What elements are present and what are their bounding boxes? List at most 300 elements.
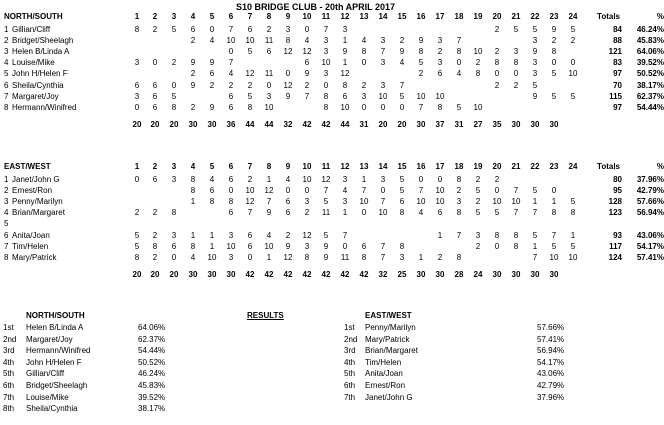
score-cell: 11 xyxy=(264,36,274,46)
score-cell: 5 xyxy=(570,241,576,251)
score-cell: 7 xyxy=(247,208,253,218)
score-cell: 1 xyxy=(551,197,557,207)
column-total: 20 xyxy=(169,269,179,279)
score-cell: 8 xyxy=(570,208,576,218)
score-cell: 0 xyxy=(228,47,234,57)
pair-percentage: 54.17% xyxy=(636,241,664,251)
board-number-header: 2 xyxy=(152,12,158,21)
column-total: 44 xyxy=(340,119,350,129)
pair-percentage: 43.06% xyxy=(636,230,664,240)
score-cell: 6 xyxy=(152,80,158,90)
result-percentage: 45.83% xyxy=(138,381,166,390)
score-cell: 9 xyxy=(209,102,215,112)
score-cell: 2 xyxy=(475,241,481,251)
result-percentage: 43.06% xyxy=(537,369,565,379)
score-cell: 5 xyxy=(456,102,462,112)
score-cell: 3 xyxy=(228,230,234,240)
score-cell: 3 xyxy=(323,47,329,57)
score-cell: 8 xyxy=(134,252,140,262)
result-pair-name: Helen B/Linda A xyxy=(26,323,84,332)
board-number-header: 17 xyxy=(435,12,445,21)
score-cell: 1 xyxy=(342,36,348,46)
result-percentage: 39.52% xyxy=(138,392,166,402)
board-number-header: 7 xyxy=(247,12,253,21)
score-cell: 9 xyxy=(551,25,557,34)
board-number-header: 3 xyxy=(171,12,177,21)
pair-percentage: 57.41% xyxy=(636,252,664,262)
score-cell: 6 xyxy=(437,69,443,79)
score-cell: 2 xyxy=(247,80,253,90)
totals-header: Totals xyxy=(597,162,620,171)
score-cell: 8 xyxy=(285,36,291,46)
score-cell: 10 xyxy=(245,36,255,46)
score-cell: 2 xyxy=(494,175,500,184)
score-cell: 10 xyxy=(302,175,312,184)
result-percentage: 38.17% xyxy=(138,404,166,414)
score-cell: 2 xyxy=(266,25,272,34)
column-total: 30 xyxy=(511,119,521,129)
result-percentage: 42.79% xyxy=(537,381,565,390)
score-cell: 11 xyxy=(340,252,350,262)
score-cell: 6 xyxy=(134,80,140,90)
score-cell: 1 xyxy=(532,197,538,207)
score-cell: 12 xyxy=(283,80,293,90)
score-cell: 5 xyxy=(399,175,405,184)
column-total: 30 xyxy=(435,269,445,279)
score-cell: 8 xyxy=(361,252,367,262)
pair-total: 80 xyxy=(613,175,622,184)
pair-name: Anita/Joan xyxy=(12,230,50,240)
score-cell: 10 xyxy=(359,197,369,207)
score-cell: 8 xyxy=(551,47,557,57)
result-place: 3rd xyxy=(3,346,15,356)
pair-total: 83 xyxy=(613,58,622,68)
score-cell: 3 xyxy=(380,175,386,184)
column-total: 30 xyxy=(207,119,217,129)
page-title: S10 BRIDGE CLUB - 20th APRIL 2017 xyxy=(236,2,396,12)
board-number-header: 20 xyxy=(492,12,502,21)
score-cell: 5 xyxy=(532,230,538,240)
score-cell: 3 xyxy=(285,25,291,34)
column-total: 30 xyxy=(188,269,198,279)
score-cell: 0 xyxy=(304,186,310,196)
result-pair-name: Mary/Patrick xyxy=(365,334,410,344)
score-cell: 7 xyxy=(228,25,234,34)
score-cell: 3 xyxy=(342,197,348,207)
score-cell: 7 xyxy=(361,186,367,196)
result-place: 6th xyxy=(3,381,15,390)
score-cell: 2 xyxy=(190,102,196,112)
pair-total: 84 xyxy=(613,25,622,34)
column-total: 44 xyxy=(245,119,255,129)
board-number-header: 13 xyxy=(359,162,369,171)
score-cell: 7 xyxy=(380,241,386,251)
score-cell: 8 xyxy=(456,47,462,57)
score-cell: 6 xyxy=(361,241,367,251)
score-cell: 3 xyxy=(134,58,140,68)
score-cell: 10 xyxy=(473,47,483,57)
score-cell: 10 xyxy=(321,58,331,68)
score-cell: 4 xyxy=(209,36,215,46)
score-cell: 12 xyxy=(302,230,312,240)
score-cell: 9 xyxy=(285,241,291,251)
column-total: 32 xyxy=(378,269,388,279)
score-cell: 9 xyxy=(323,241,329,251)
pair-percentage: 50.52% xyxy=(636,69,664,79)
pair-number: 2 xyxy=(4,186,9,196)
pair-number: 4 xyxy=(4,58,9,68)
score-cell: 8 xyxy=(190,175,196,184)
board-number-header: 18 xyxy=(454,162,464,171)
score-cell: 9 xyxy=(190,58,196,68)
score-cell: 2 xyxy=(494,80,500,90)
score-cell: 9 xyxy=(532,47,538,57)
score-cell: 6 xyxy=(152,91,158,101)
column-total: 42 xyxy=(283,269,293,279)
score-cell: 8 xyxy=(323,91,329,101)
score-cell: 10 xyxy=(226,36,236,46)
board-number-header: 12 xyxy=(340,12,350,21)
column-total: 36 xyxy=(226,119,236,129)
board-number-header: 4 xyxy=(190,162,196,171)
result-place: 2nd xyxy=(344,334,358,344)
score-cell: 5 xyxy=(570,25,576,34)
score-cell: 9 xyxy=(418,36,424,46)
board-number-header: 2 xyxy=(152,162,158,171)
score-cell: 0 xyxy=(361,208,367,218)
score-cell: 0 xyxy=(399,102,405,112)
score-cell: 7 xyxy=(266,197,272,207)
score-cell: 7 xyxy=(532,252,538,262)
board-number-header: 16 xyxy=(416,12,426,21)
result-pair-name: Penny/Marilyn xyxy=(365,323,416,332)
score-cell: 3 xyxy=(456,197,462,207)
score-cell: 7 xyxy=(342,230,348,240)
score-cell: 8 xyxy=(171,208,177,218)
score-cell: 2 xyxy=(247,175,253,184)
score-cell: 4 xyxy=(209,175,215,184)
score-cell: 5 xyxy=(399,186,405,196)
pair-number: 8 xyxy=(4,102,9,112)
column-total: 20 xyxy=(150,269,160,279)
score-cell: 8 xyxy=(190,241,196,251)
score-cell: 5 xyxy=(513,25,519,34)
pair-percentage: 54.44% xyxy=(636,102,664,112)
score-cell: 10 xyxy=(264,241,274,251)
score-cell: 6 xyxy=(342,91,348,101)
column-total: 20 xyxy=(378,119,388,129)
column-total: 30 xyxy=(511,269,521,279)
score-cell: 9 xyxy=(323,252,329,262)
board-number-header: 22 xyxy=(530,12,540,21)
score-cell: 1 xyxy=(437,230,443,240)
pair-name: Gillian/Cliff xyxy=(12,25,51,34)
score-cell: 4 xyxy=(266,230,272,240)
score-cell: 3 xyxy=(380,80,386,90)
column-total: 42 xyxy=(302,269,312,279)
score-cell: 6 xyxy=(190,25,196,34)
score-cell: 6 xyxy=(171,241,177,251)
column-total: 30 xyxy=(492,269,502,279)
score-cell: 7 xyxy=(323,25,329,34)
score-cell: 1 xyxy=(266,175,272,184)
column-total: 30 xyxy=(530,119,540,129)
score-cell: 7 xyxy=(418,102,424,112)
score-cell: 2 xyxy=(418,69,424,79)
score-cell: 5 xyxy=(247,91,253,101)
board-number-header: 10 xyxy=(302,12,312,21)
score-cell: 6 xyxy=(437,208,443,218)
column-total: 35 xyxy=(492,119,502,129)
pair-name: Janet/John G xyxy=(12,175,60,184)
result-pair-name: Brian/Margaret xyxy=(365,346,418,356)
score-cell: 1 xyxy=(190,197,196,207)
result-place: 3rd xyxy=(344,346,356,356)
score-cell: 0 xyxy=(513,69,519,79)
score-cell: 2 xyxy=(399,36,405,46)
score-cell: 5 xyxy=(551,91,557,101)
score-cell: 2 xyxy=(190,36,196,46)
board-number-header: 9 xyxy=(285,12,291,21)
score-cell: 1 xyxy=(266,252,272,262)
score-cell: 5 xyxy=(418,58,424,68)
column-total: 30 xyxy=(226,269,236,279)
score-cell: 1 xyxy=(190,230,196,240)
score-cell: 10 xyxy=(207,252,217,262)
score-cell: 8 xyxy=(399,241,405,251)
score-cell: 5 xyxy=(171,91,177,101)
result-percentage: 54.17% xyxy=(537,357,565,367)
score-cell: 6 xyxy=(228,175,234,184)
score-cell: 9 xyxy=(285,91,291,101)
column-total: 28 xyxy=(454,269,464,279)
column-total: 30 xyxy=(188,119,198,129)
score-cell: 12 xyxy=(340,69,350,79)
score-cell: 8 xyxy=(134,25,140,34)
pair-number: 3 xyxy=(4,197,9,207)
score-cell: 10 xyxy=(378,208,388,218)
result-percentage: 64.06% xyxy=(138,323,166,332)
score-cell: 6 xyxy=(399,197,405,207)
column-total: 24 xyxy=(473,269,483,279)
result-percentage: 50.52% xyxy=(138,357,166,367)
score-cell: 9 xyxy=(399,47,405,57)
result-percentage: 46.24% xyxy=(138,369,166,379)
score-cell: 11 xyxy=(321,208,331,218)
score-cell: 2 xyxy=(152,252,158,262)
score-cell: 0 xyxy=(342,241,348,251)
score-cell: 8 xyxy=(513,241,519,251)
score-cell: 0 xyxy=(266,80,272,90)
score-cell: 9 xyxy=(266,208,272,218)
pair-percentage: 57.66% xyxy=(636,197,664,207)
column-total: 20 xyxy=(132,269,142,279)
score-cell: 2 xyxy=(361,80,367,90)
score-cell: 0 xyxy=(285,69,291,79)
score-cell: 7 xyxy=(380,252,386,262)
score-cell: 7 xyxy=(399,80,405,90)
score-cell: 9 xyxy=(209,58,215,68)
score-cell: 2 xyxy=(152,208,158,218)
board-number-header: 7 xyxy=(247,162,253,171)
board-number-header: 1 xyxy=(134,162,140,171)
score-cell: 7 xyxy=(380,197,386,207)
score-cell: 0 xyxy=(456,58,462,68)
score-cell: 7 xyxy=(228,58,234,68)
board-number-header: 10 xyxy=(302,162,312,171)
score-cell: 4 xyxy=(418,208,424,218)
score-cell: 8 xyxy=(494,58,500,68)
score-cell: 2 xyxy=(228,80,234,90)
pair-percentage: 42.79% xyxy=(636,186,664,196)
pair-number: 2 xyxy=(4,36,9,46)
pair-total: 128 xyxy=(608,197,622,207)
score-cell: 2 xyxy=(494,47,500,57)
pair-total: 93 xyxy=(613,230,622,240)
pair-name: Sheila/Cynthia xyxy=(12,80,64,90)
column-total: 44 xyxy=(264,119,274,129)
score-cell: 0 xyxy=(285,186,291,196)
score-cell: 0 xyxy=(361,102,367,112)
column-total: 30 xyxy=(530,269,540,279)
score-cell: 0 xyxy=(228,186,234,196)
pair-number: 7 xyxy=(4,241,9,251)
score-cell: 12 xyxy=(264,186,274,196)
pair-name: Hermann/Winifred xyxy=(12,102,77,112)
score-cell: 8 xyxy=(494,230,500,240)
score-cell: 8 xyxy=(513,230,519,240)
score-cell: 8 xyxy=(513,58,519,68)
score-cell: 2 xyxy=(494,25,500,34)
pair-name: Ernest/Ron xyxy=(12,186,53,196)
score-cell: 8 xyxy=(209,197,215,207)
score-cell: 8 xyxy=(190,186,196,196)
score-cell: 2 xyxy=(551,36,557,46)
score-cell: 8 xyxy=(304,252,310,262)
score-cell: 4 xyxy=(228,69,234,79)
score-cell: 7 xyxy=(456,36,462,46)
result-place: 6th xyxy=(344,381,356,390)
score-cell: 5 xyxy=(551,241,557,251)
score-cell: 3 xyxy=(323,36,329,46)
score-cell: 8 xyxy=(399,208,405,218)
score-cell: 0 xyxy=(247,252,253,262)
score-cell: 10 xyxy=(473,102,483,112)
score-cell: 5 xyxy=(570,197,576,207)
score-cell: 0 xyxy=(171,252,177,262)
section-heading: EAST/WEST xyxy=(4,162,51,171)
score-cell: 0 xyxy=(304,25,310,34)
score-cell: 6 xyxy=(304,58,310,68)
results-ns-heading: NORTH/SOUTH xyxy=(26,311,85,320)
pair-name: Helen B/Linda A xyxy=(12,47,70,57)
score-cell: 8 xyxy=(456,252,462,262)
board-number-header: 23 xyxy=(549,162,559,171)
score-cell: 2 xyxy=(152,230,158,240)
pair-name: Penny/Marilyn xyxy=(12,197,63,207)
score-cell: 0 xyxy=(551,58,557,68)
score-cell: 2 xyxy=(570,36,576,46)
board-number-header: 5 xyxy=(209,162,215,171)
score-cell: 9 xyxy=(304,69,310,79)
section-heading: NORTH/SOUTH xyxy=(4,12,63,21)
result-pair-name: Louise/Mike xyxy=(26,392,69,402)
score-cell: 9 xyxy=(342,47,348,57)
pair-number: 5 xyxy=(4,219,9,229)
score-cell: 2 xyxy=(475,175,481,184)
score-cell: 0 xyxy=(209,25,215,34)
board-number-header: 14 xyxy=(378,162,388,171)
score-cell: 5 xyxy=(494,208,500,218)
score-cell: 9 xyxy=(190,80,196,90)
score-cell: 4 xyxy=(285,175,291,184)
score-cell: 0 xyxy=(418,175,424,184)
column-total: 32 xyxy=(283,119,293,129)
result-place: 1st xyxy=(344,323,355,332)
score-cell: 6 xyxy=(228,208,234,218)
board-number-header: 24 xyxy=(568,12,578,21)
score-cell: 3 xyxy=(304,241,310,251)
score-cell: 2 xyxy=(190,69,196,79)
score-cell: 6 xyxy=(228,91,234,101)
column-total: 30 xyxy=(207,269,217,279)
score-cell: 5 xyxy=(532,80,538,90)
score-cell: 3 xyxy=(437,58,443,68)
score-cell: 8 xyxy=(551,208,557,218)
pair-total: 117 xyxy=(609,241,622,251)
score-cell: 1 xyxy=(418,252,424,262)
score-cell: 2 xyxy=(304,208,310,218)
result-pair-name: Ernest/Ron xyxy=(365,381,406,390)
score-cell: 4 xyxy=(361,36,367,46)
score-cell: 10 xyxy=(492,197,502,207)
score-cell: 2 xyxy=(513,80,519,90)
score-cell: 10 xyxy=(435,91,445,101)
score-cell: 5 xyxy=(532,25,538,34)
score-cell: 3 xyxy=(532,36,538,46)
result-percentage: 62.37% xyxy=(138,334,166,344)
column-total: 37 xyxy=(435,119,445,129)
score-cell: 6 xyxy=(152,175,158,184)
column-total: 20 xyxy=(169,119,179,129)
score-cell: 8 xyxy=(152,241,158,251)
score-cell: 10 xyxy=(264,102,274,112)
score-cell: 5 xyxy=(247,47,253,57)
score-cell: 0 xyxy=(134,175,140,184)
score-cell: 3 xyxy=(513,47,519,57)
score-cell: 3 xyxy=(361,91,367,101)
score-cell: 6 xyxy=(247,230,253,240)
pair-percentage: 38.17% xyxy=(636,80,664,90)
column-total: 42 xyxy=(340,269,350,279)
board-number-header: 15 xyxy=(397,12,407,21)
result-pair-name: Gillian/Cliff xyxy=(26,369,65,379)
score-cell: 6 xyxy=(209,186,215,196)
board-number-header: 11 xyxy=(321,162,331,171)
score-cell: 3 xyxy=(228,252,234,262)
board-number-header: 18 xyxy=(454,12,464,21)
score-cell: 5 xyxy=(171,25,177,34)
score-cell: 0 xyxy=(380,186,386,196)
board-number-header: 8 xyxy=(266,12,272,21)
board-number-header: 19 xyxy=(473,162,483,171)
pair-name: Bridget/Sheelagh xyxy=(12,36,74,46)
score-cell: 1 xyxy=(209,230,215,240)
score-cell: 3 xyxy=(171,230,177,240)
results-ew-heading: EAST/WEST xyxy=(365,311,412,320)
result-place: 7th xyxy=(344,392,356,402)
column-total: 42 xyxy=(321,119,331,129)
